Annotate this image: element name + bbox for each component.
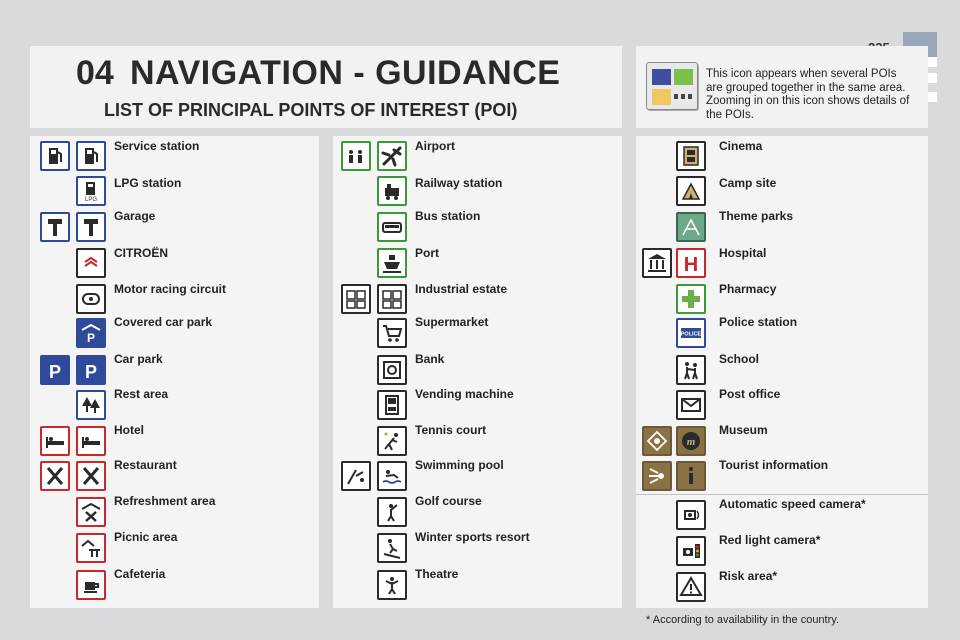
poi-label: Garage — [114, 209, 156, 223]
poi-label: Camp site — [719, 176, 777, 190]
poi-label: Museum — [719, 423, 768, 437]
skier-icon — [377, 533, 407, 563]
tab-dot — [927, 92, 937, 102]
poi-label: CITROËN — [114, 246, 168, 260]
section-subtitle: LIST OF PRINCIPAL POINTS OF INTEREST (POI) — [104, 100, 518, 120]
poi-label: Cinema — [719, 139, 763, 153]
tab-dot — [927, 73, 937, 83]
poi-label: Golf course — [415, 494, 482, 508]
trees-icon — [76, 390, 106, 420]
wrench-icon — [76, 212, 106, 242]
footnote: * According to availability in the country. — [646, 614, 840, 626]
page-title: NAVIGATION - GUIDANCE — [130, 54, 561, 92]
poi-label: Refreshment area — [114, 494, 216, 508]
poi-label: Bus station — [415, 209, 481, 223]
fork-knife-icon — [76, 461, 106, 491]
poi-label: Rest area — [114, 387, 169, 401]
red-light-camera-icon — [676, 536, 706, 566]
svg-text:P: P — [48, 362, 62, 382]
bank-icon — [377, 355, 407, 385]
bed-icon — [40, 426, 70, 456]
poi-label: LPG station — [114, 176, 182, 190]
parking-icon — [40, 355, 70, 385]
poi-label: Winter sports resort — [415, 530, 530, 544]
poi-label: Railway station — [415, 176, 503, 190]
section-divider — [636, 494, 928, 495]
poi-label: Hospital — [719, 246, 767, 260]
svg-text:H: H — [683, 254, 699, 275]
poi-label: Tennis court — [415, 423, 487, 437]
warning-triangle-icon — [676, 572, 706, 602]
poi-label: Swimming pool — [415, 458, 504, 472]
tent-icon — [676, 176, 706, 206]
poi-label: Restaurant — [114, 458, 177, 472]
poi-label: Post office — [719, 387, 781, 401]
chapter-number: 04 — [76, 54, 114, 92]
hospital-icon — [676, 248, 706, 278]
vending-machine-icon — [377, 390, 407, 420]
bus-icon — [377, 212, 407, 242]
wrench-icon — [40, 212, 70, 242]
hospital-icon — [642, 248, 672, 278]
poi-label: Port — [415, 246, 439, 260]
poi-label: Motor racing circuit — [114, 282, 227, 296]
ship-icon — [377, 248, 407, 278]
fuel-pump-icon — [40, 141, 70, 171]
police-icon — [676, 318, 706, 348]
fork-knife-icon — [40, 461, 70, 491]
swimmer-icon — [341, 461, 371, 491]
note-text: This icon appears when several POIs are grouped together in the same area. Zooming in on this icon shows details of the POIs. — [706, 68, 910, 121]
theme-park-icon — [676, 212, 706, 242]
swimmer-icon — [377, 461, 407, 491]
museum-icon — [676, 426, 706, 456]
covered-parking-icon — [76, 318, 106, 348]
poi-label: Industrial estate — [415, 282, 508, 296]
picnic-icon — [76, 533, 106, 563]
envelope-icon — [676, 390, 706, 420]
info-icon — [642, 461, 672, 491]
museum-icon — [642, 426, 672, 456]
school-children-icon — [676, 355, 706, 385]
poi-label: School — [719, 352, 760, 366]
poi-label: Red light camera* — [719, 533, 821, 547]
svg-text:m: m — [686, 436, 696, 448]
poi-label: Service station — [114, 139, 200, 153]
grouped-poi-icon — [646, 62, 698, 110]
poi-label: Vending machine — [415, 387, 514, 401]
fuel-pump-icon — [76, 141, 106, 171]
speed-camera-icon — [676, 500, 706, 530]
golf-icon — [377, 497, 407, 527]
poi-label: Risk area* — [719, 569, 778, 583]
svg-text:LPG: LPG — [84, 197, 98, 203]
bed-icon — [76, 426, 106, 456]
poi-label: Car park — [114, 352, 163, 366]
tab-dot — [927, 57, 937, 67]
poi-label: Theme parks — [719, 209, 794, 223]
film-icon — [676, 141, 706, 171]
poi-label: Police station — [719, 315, 798, 329]
poi-label: Automatic speed camera* — [719, 497, 866, 511]
poi-label: Airport — [415, 139, 455, 153]
info-icon — [676, 461, 706, 491]
factory-icon — [341, 284, 371, 314]
shopping-cart-icon — [377, 318, 407, 348]
factory-icon — [377, 284, 407, 314]
parking-icon — [76, 355, 106, 385]
racing-circuit-icon — [76, 284, 106, 314]
poi-label: Cafeteria — [114, 567, 166, 581]
lpg-pump-icon — [76, 176, 106, 206]
poi-label: Theatre — [415, 567, 459, 581]
svg-text:P: P — [84, 362, 98, 382]
citroen-logo-icon — [76, 248, 106, 278]
poi-label: Bank — [415, 352, 445, 366]
poi-label: Picnic area — [114, 530, 178, 544]
poi-label: Hotel — [114, 423, 144, 437]
poi-label: Tourist information — [719, 458, 829, 472]
poi-label: Covered car park — [114, 315, 213, 329]
poi-label: Supermarket — [415, 315, 489, 329]
airplane-icon — [341, 141, 371, 171]
theatre-icon — [377, 570, 407, 600]
train-icon — [377, 176, 407, 206]
refreshment-icon — [76, 497, 106, 527]
svg-text:P: P — [86, 331, 96, 345]
poi-label: Pharmacy — [719, 282, 777, 296]
coffee-cup-icon — [76, 570, 106, 600]
svg-text:POLICE: POLICE — [680, 331, 702, 338]
tennis-icon — [377, 426, 407, 456]
airplane-icon — [377, 141, 407, 171]
pharmacy-cross-icon — [676, 284, 706, 314]
